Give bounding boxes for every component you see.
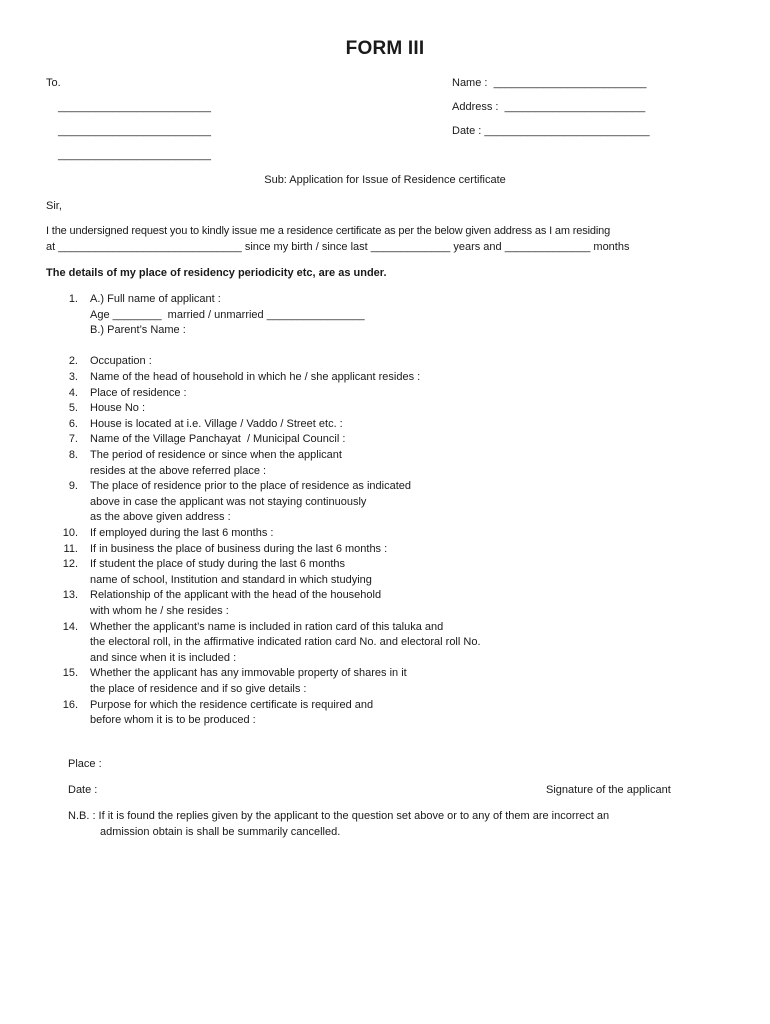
list-item-number: 3. [68, 371, 78, 383]
list-item-text: Age ________ married / unmarried ________________ [90, 308, 365, 321]
list-item-number: 8. [68, 449, 78, 461]
list-item-number: 12. [62, 558, 78, 571]
list-item-text: above in case the applicant was not staying continuously [90, 495, 367, 508]
list-item-number: 4. [68, 386, 78, 399]
list-item-number: 6. [68, 417, 78, 430]
list-item-text: Name of the head of household in which he / she applicant resides : [90, 371, 421, 383]
list-item-text: Whether the applicant’s name is included in ration card of this taluka and [90, 620, 444, 633]
list-item-number: 1. [68, 293, 78, 305]
date-label: Date : [68, 784, 98, 796]
list-item-text: House No : [90, 402, 146, 415]
body-text-line-1: I the undersigned request you to kindly issue me a residence certificate as per the below given address as I am residing [46, 225, 611, 237]
list-item-number: 13. [62, 589, 78, 602]
list-item-text: If in business the place of business during the last 6 months : [90, 542, 388, 555]
form-title: FORM III [345, 38, 425, 59]
list-item-text: Purpose for which the residence certificate is required and [90, 698, 374, 711]
list-item-text: Name of the Village Panchayat / Municipal Council : [90, 433, 346, 446]
list-item-text: Whether the applicant has any immovable property of shares in it [90, 667, 407, 680]
name-field: Name : _________________________ [452, 77, 647, 89]
list-item-number: 14. [62, 620, 78, 633]
to-label: To. [46, 77, 61, 89]
list-item-text: the place of residence and if so give details : [90, 683, 307, 695]
to-blank-2: _________________________ [58, 125, 211, 137]
list-item-text: name of school, Institution and standard in which studying [90, 573, 372, 586]
list-item-text: Relationship of the applicant with the head of the household [90, 589, 382, 602]
list-item-text: House is located at i.e. Village / Vaddo / Street etc. : [90, 417, 343, 430]
to-blank-3: _________________________ [58, 149, 211, 161]
list-item-text: resides at the above referred place : [90, 464, 267, 477]
place-label: Place : [68, 758, 102, 770]
date-field: Date : ___________________________ [452, 125, 650, 137]
list-item-text: the electoral roll, in the affirmative indicated ration card No. and electoral roll No. [90, 636, 481, 649]
list-item-number: 11. [63, 542, 78, 555]
body-text-line-2: at ______________________________ since my birth / since last _____________ years and ______________ months [46, 241, 630, 253]
signature-label: Signature of the applicant [546, 784, 671, 796]
list-item-text: B.) Parent’s Name : [90, 324, 186, 337]
list-item-number: 10. [62, 527, 78, 539]
list-item-text: and since when it is included : [90, 651, 237, 664]
nb-note-line-2: admission obtain is shall be summarily cancelled. [100, 826, 341, 838]
list-item-text: If student the place of study during the last 6 months [90, 558, 345, 571]
subject-line: Sub: Application for Issue of Residence certificate [264, 174, 506, 186]
list-item-text: as the above given address : [90, 511, 231, 524]
list-item-number: 9. [68, 480, 78, 493]
list-item-text: Occupation : [90, 355, 152, 368]
list-item-text: If employed during the last 6 months : [90, 527, 274, 539]
list-item-number: 2. [68, 355, 78, 368]
list-item-number: 16. [62, 698, 78, 711]
list-item-number: 5. [68, 402, 78, 415]
list-item-number: 15. [62, 667, 78, 680]
list-item-text: before whom it is to be produced : [90, 714, 256, 727]
address-field: Address : _______________________ [452, 101, 646, 113]
list-item-text: Place of residence : [90, 386, 187, 399]
nb-note-line-1: N.B. : If it is found the replies given by the applicant to the question set above or to any of them are incorrect an [68, 810, 610, 822]
to-blank-1: _________________________ [58, 101, 211, 113]
list-item-number: 7. [68, 433, 78, 446]
details-heading: The details of my place of residency periodicity etc, are as under. [46, 267, 387, 279]
list-item-text: with whom he / she resides : [90, 605, 229, 617]
list-item-text: A.) Full name of applicant : [90, 293, 221, 305]
list-item-text: The place of residence prior to the place of residence as indicated [90, 480, 412, 493]
list-item-text: The period of residence or since when the applicant [90, 449, 342, 461]
salutation: Sir, [46, 200, 62, 212]
